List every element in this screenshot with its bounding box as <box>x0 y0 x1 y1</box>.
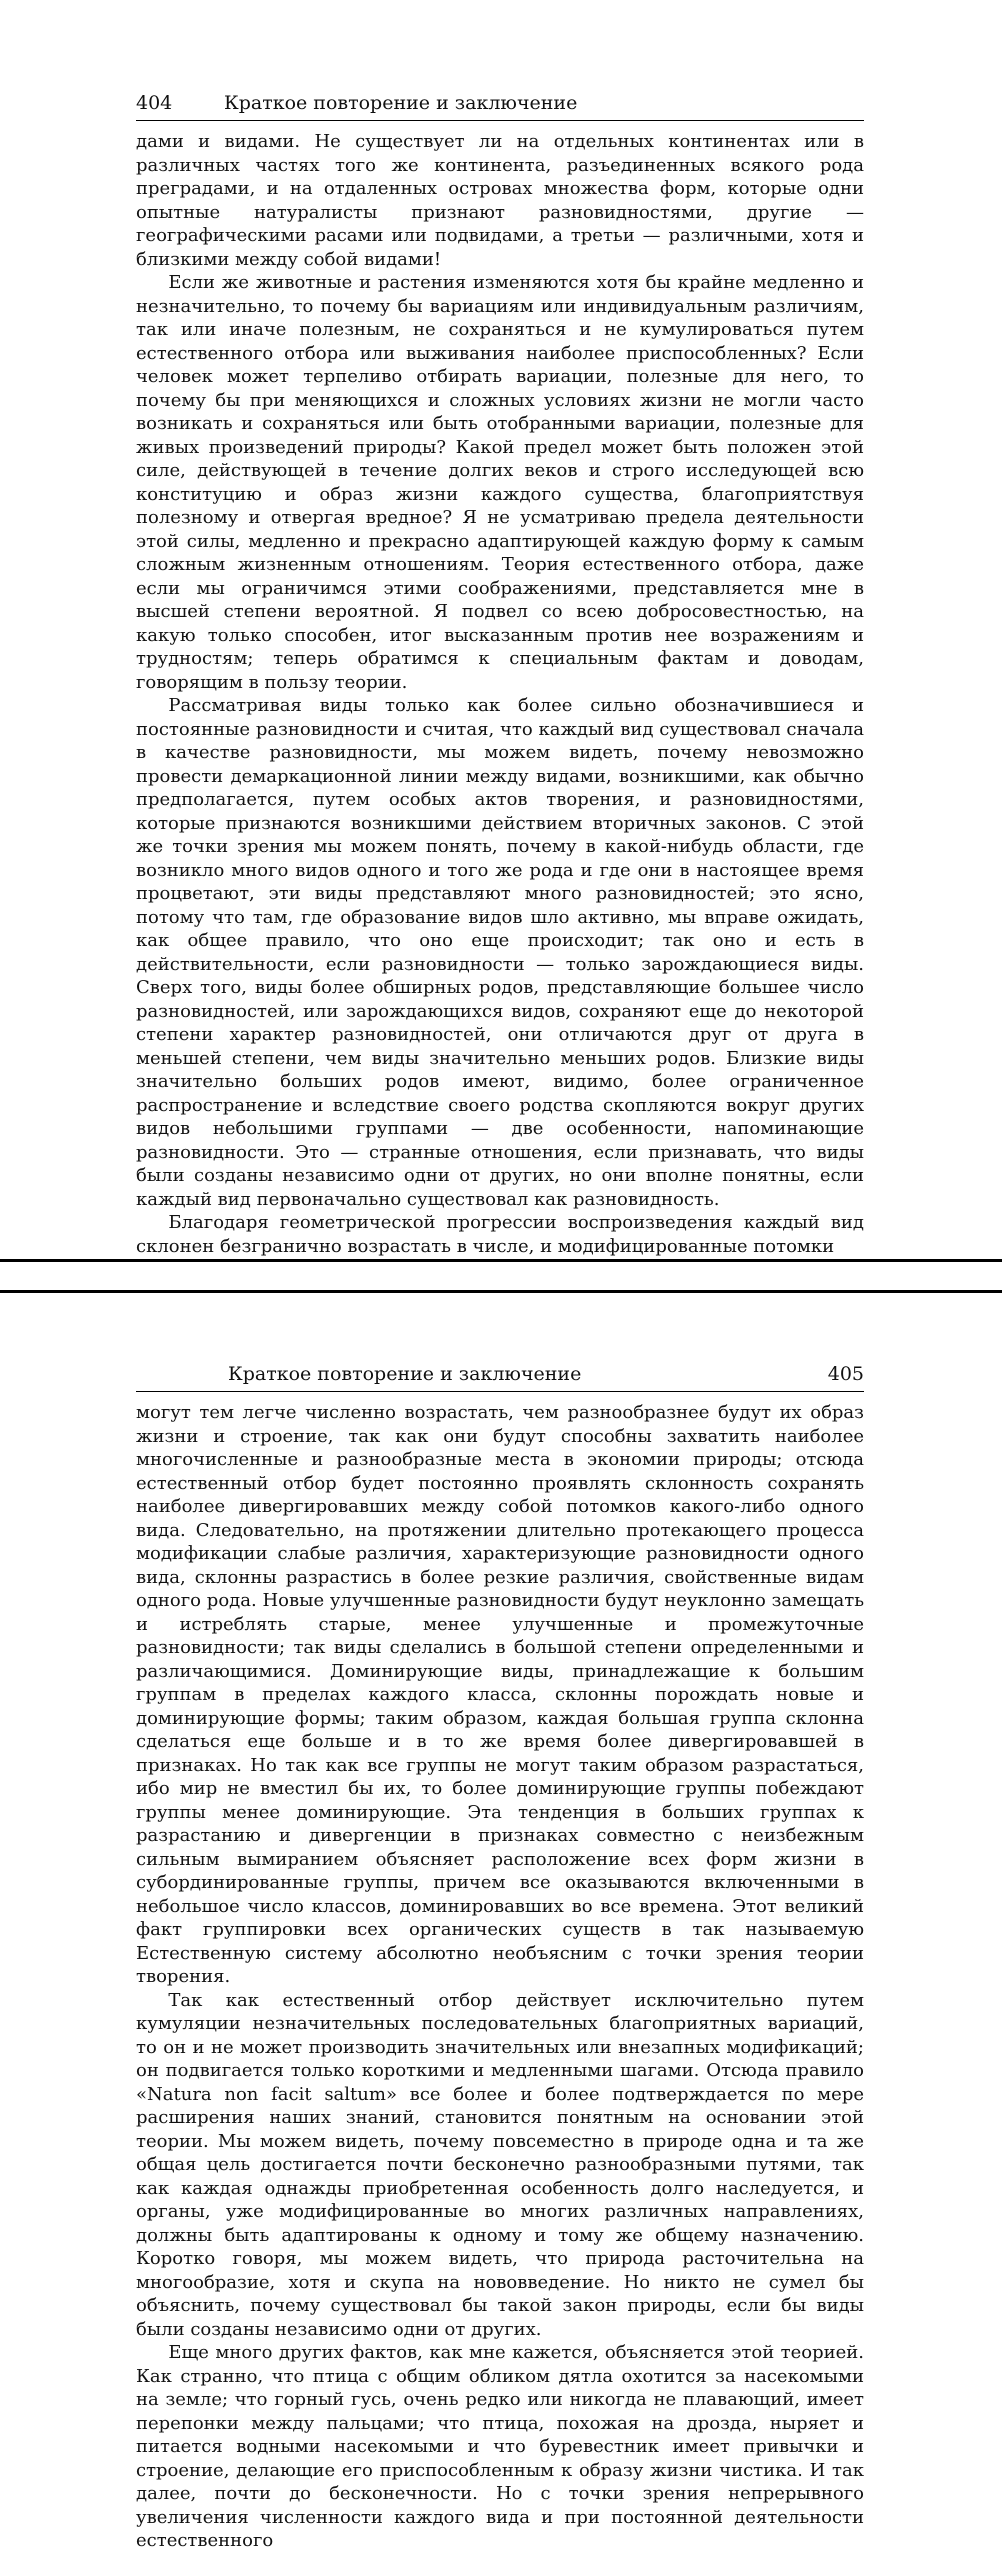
page-body <box>136 1401 864 2553</box>
running-head <box>136 1357 864 1392</box>
book-page-404 <box>0 0 1002 1262</box>
paragraph: Еще много других фактов, как мне кажется, объясняется этой теорией. Как странно, что птица с общим обликом дятла охотится за насекомыми на земле; что горный гусь, очень редко или никогда не плавающий, имеет перепонки между пальцами; что птица, похожая на дрозда, ныряет и питается водными насекомыми и что буревестник имеет привычки и строение, делающие его приспособленным к образу жизни чистика. И так далее, почти до бесконечности. Но с точки зрения непрерывного увеличения численности каждого вида и при постоянной деятельности естественного <box>136 2342 864 2551</box>
running-title: Краткое повторение и заключение <box>228 1363 582 1385</box>
paragraph: Если же животные и растения изменяются хотя бы крайне медленно и незначительно, то почему бы вариациям или индивидуальным различиям, так или иначе полезным, не сохраняться и не кумулироваться путем естественного отбора или выживания наиболее приспособленных? Если человек может терпеливо отбирать вариации, полезные для него, то почему бы при меняющихся и сложных условиях жизни не могли часто возникать и сохраняться или быть отобранными вариации, полезные для живых произведений природы? Какой предел может быть положен этой силе, действующей в течение долгих веков и строго исследующей всю конституцию и образ жизни каждого существа, благоприятствуя полезному и отвергая вредное? Я не усматриваю предела деятельности этой силы, медленно и прекрасно адаптирующей каждую форму к самым сложным жизненным отношениям. Теория естественного отбора, даже если мы ограничимся этими соображениями, представляется мне в высшей степени вероятной. Я подвел со всею добросовестностью, на какую только способен, итог высказанным против нее возражениям и трудностям; теперь обратимся к специальным фактам и доводам, говорящим в пользу теории. <box>136 272 864 693</box>
book-page-405 <box>0 1290 1002 2554</box>
page-body <box>136 130 864 1258</box>
paragraph: Так как естественный отбор действует исключительно путем кумуляции незначительных последовательных благоприятных вариаций, то он и не может производить значительных или внезапных модификаций; он подвигается только короткими и медленными шагами. Отсюда правило «Natura non facit saltum» все более и более подтверждается по мере расширения наших знаний, становится понятным на основании этой теории. Мы можем видеть, почему повсеместно в природе одна и та же общая цель достигается почти бесконечно разнообразными путями, так как каждая однажды приобретенная особенность долго наследуется, и органы, уже модифицированные во многих различных направлениях, должны быть адаптированы к одному и тому же общему назначению. Коротко говоря, мы можем видеть, что природа расточительна на многообразие, хотя и скупа на нововведение. Но никто не сумел бы объяснить, почему существовал бы такой закон природы, если бы виды были созданы независимо одни от других. <box>136 1989 864 2340</box>
running-head <box>136 86 864 121</box>
paragraph: Рассматривая виды только как более сильно обозначившиеся и постоянные разновидности и считая, что каждый вид существовал сначала в качестве разновидности, мы можем видеть, почему невозможно провести демаркационной линии между видами, возникшими, как обычно предполагается, путем особых актов творения, и разновидностями, которые признаются возникшими действием вторичных законов. С этой же точки зрения мы можем понять, почему в какой-нибудь области, где возникло много видов одного и того же рода и где они в настоящее время процветают, эти виды представляют много разновидностей; это ясно, потому что там, где образование видов шло активно, мы вправе ожидать, как общее правило, что оно еще происходит; так оно и есть в действительности, если разновидности — только зарождающиеся виды. Сверх того, виды более обширных родов, представляющие большее число разновидностей, или зарождающихся видов, сохраняют еще до некоторой степени характер разновидностей, они отличаются друг от друга в меньшей степени, чем виды значительно меньших родов. Близкие виды значительно больших родов имеют, видимо, более ограниченное распространение и вследствие своего родства скопляются вокруг других видов небольшими группами — две особенности, напоминающие разновидности. Это — странные отношения, если признавать, что виды были созданы независимо одни от других, но они вполне понятны, если каждый вид первоначально существовал как разновидность. <box>136 695 864 1210</box>
paragraph: дами и видами. Не существует ли на отдельных континентах или в различных частях того же континента, разъединенных всякого рода преградами, и на отдаленных островах множества форм, которые одни опытные натуралисты признают разновидностями, другие — географическими расами или подвидами, а третьи — различными, хотя и близкими между собой видами! <box>136 131 864 270</box>
paragraph: Благодаря геометрической прогрессии воспроизведения каждый вид склонен безгранично возрастать в числе, и модифицированные потомки <box>136 1212 864 1257</box>
page-number: 405 <box>827 1363 864 1385</box>
running-title: Краткое повторение и заключение <box>224 92 578 114</box>
paragraph: могут тем легче численно возрастать, чем разнообразнее будут их образ жизни и строение, так как они будут способны захватить наиболее многочисленные и разнообразные места в экономии природы; отсюда естественный отбор будет постоянно проявлять склонность сохранять наиболее дивергировавших между собой потомков какого-либо одного вида. Следовательно, на протяжении длительно протекающего процесса модификации слабые различия, характеризующие разновидности одного вида, склонны разрастись в более резкие различия, свойственные видам одного рода. Новые улучшенные разновидности будут неуклонно замещать и истреблять старые, менее улучшенные и промежуточные разновидности; так виды сделались в большой степени определенными и различающимися. Доминирующие виды, принадлежащие к большим группам в пределах каждого класса, склонны порождать новые и доминирующие формы; таким образом, каждая большая группа склонна сделаться еще больше и в то же время более дивергировавшей в признаках. Но так как все группы не могут таким образом разрастаться, ибо мир не вместил бы их, то более доминирующие группы побеждают группы менее доминирующие. Эта тенденция в больших группах к разрастанию и дивергенции в признаках совместно с неизбежным сильным вымиранием объясняет расположение всех форм жизни в субординированные группы, причем все оказываются включенными в небольшое число классов, доминировавших во все времена. Этот великий факт группировки всех органических существ в так называемую Естественную систему абсолютно необъясним с точки зрения теории творения. <box>136 1402 864 1987</box>
page-number: 404 <box>136 92 173 114</box>
